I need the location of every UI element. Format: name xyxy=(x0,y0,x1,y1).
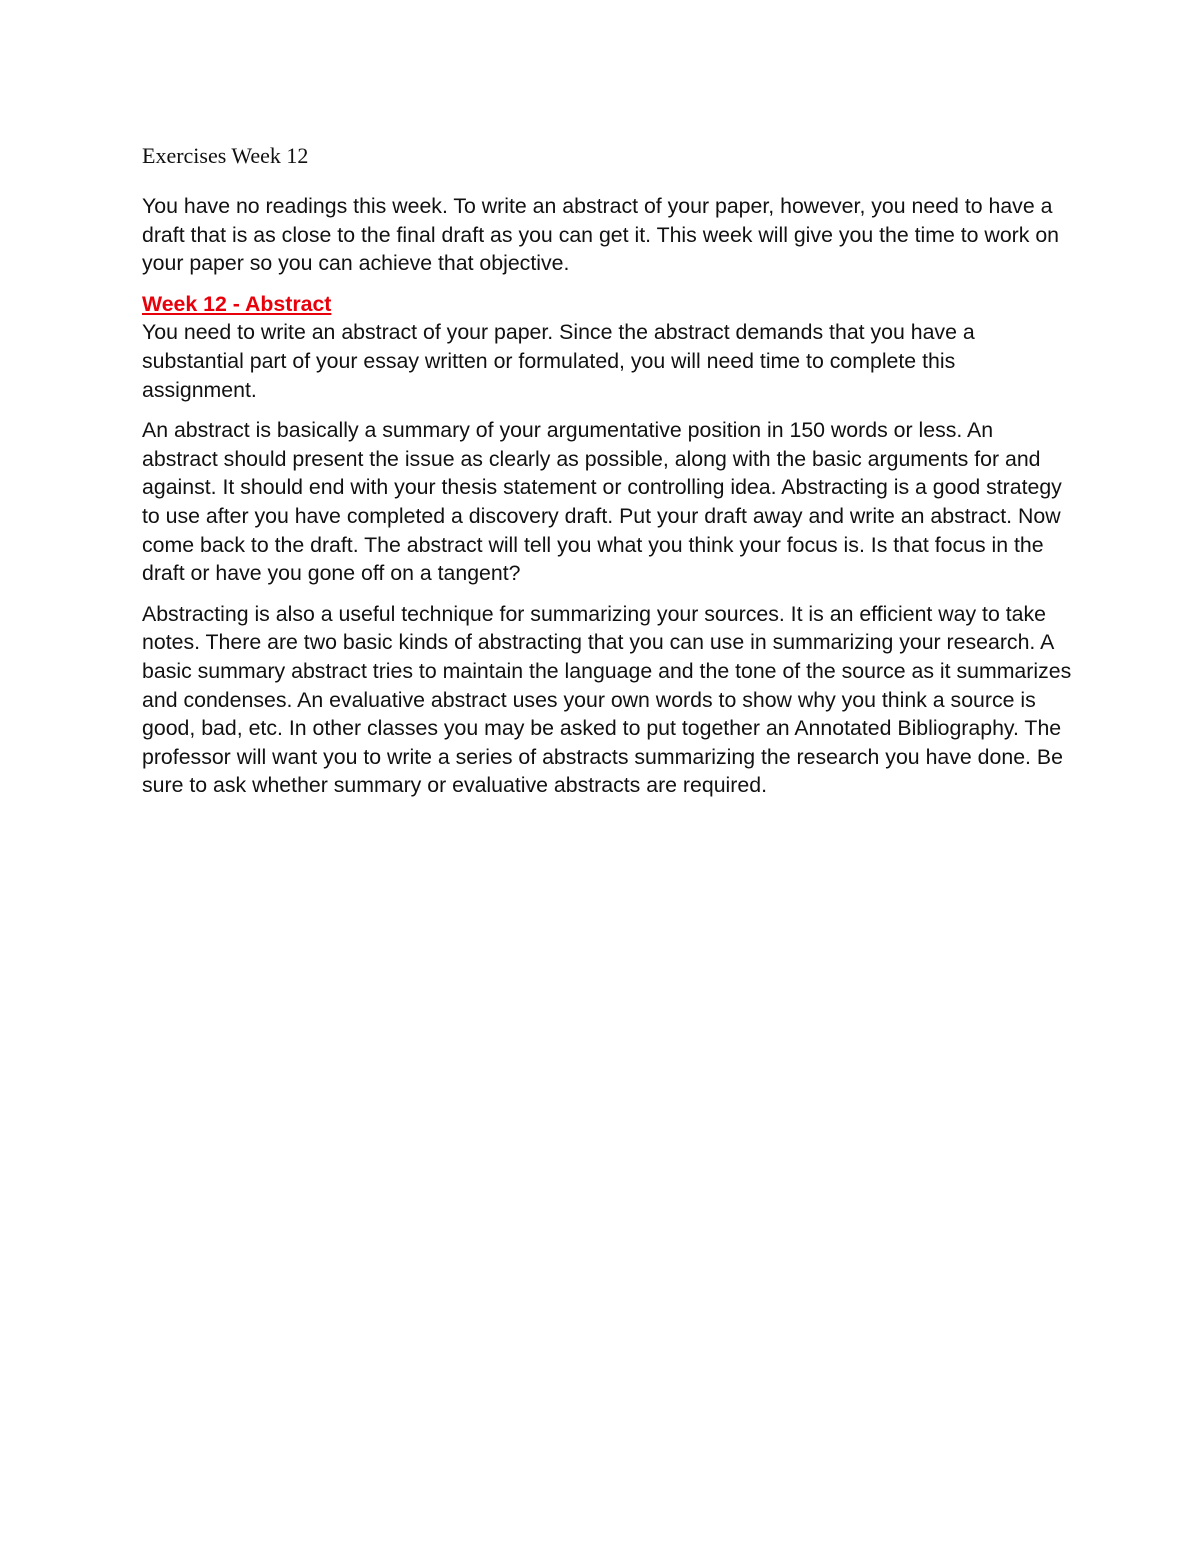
intro-paragraph: You have no readings this week. To write an abstract of your paper, however, you need to have a draft that is as close to the final draft as you can get it. This week will give you the time to work on your paper so you can achieve that objective. xyxy=(142,194,1060,276)
section-paragraph-3: Abstracting is also a useful technique for summarizing your sources. It is an efficient way to take notes. There are two basic kinds of abstracting that you can use in summarizing your research. A basic summary abstract tries to maintain the language and the tone of the source as it summarizes and condenses. An evaluative abstract uses your own words to show why you think a source is good, bad, etc. In other classes you may be asked to put together an Annotated Bibliography. The professor will want you to write a series of abstracts summarizing the research you have done. Be sure to ask whether summary or evaluative abstracts are required. xyxy=(142,601,1072,798)
document-body xyxy=(142,142,1072,812)
section-paragraph-2: An abstract is basically a summary of your argumentative position in 150 words or less. An abstract should present the issue as clearly as possible, along with the basic arguments for and against. It should end with your thesis statement or controlling idea. Abstracting is a good strategy to use after you have completed a discovery draft. Put your draft away and write an abstract. Now come back to the draft. The abstract will tell you what you think your focus is. Is that focus in the draft or have you gone off on a tangent? xyxy=(142,418,1062,586)
document-title: Exercises Week 12 xyxy=(142,143,309,168)
section-paragraph-1: You need to write an abstract of your paper. Since the abstract demands that you have a substantial part of your essay written or formulated, you will need time to complete this assignment. xyxy=(142,320,975,402)
section-heading: Week 12 - Abstract xyxy=(142,291,332,316)
